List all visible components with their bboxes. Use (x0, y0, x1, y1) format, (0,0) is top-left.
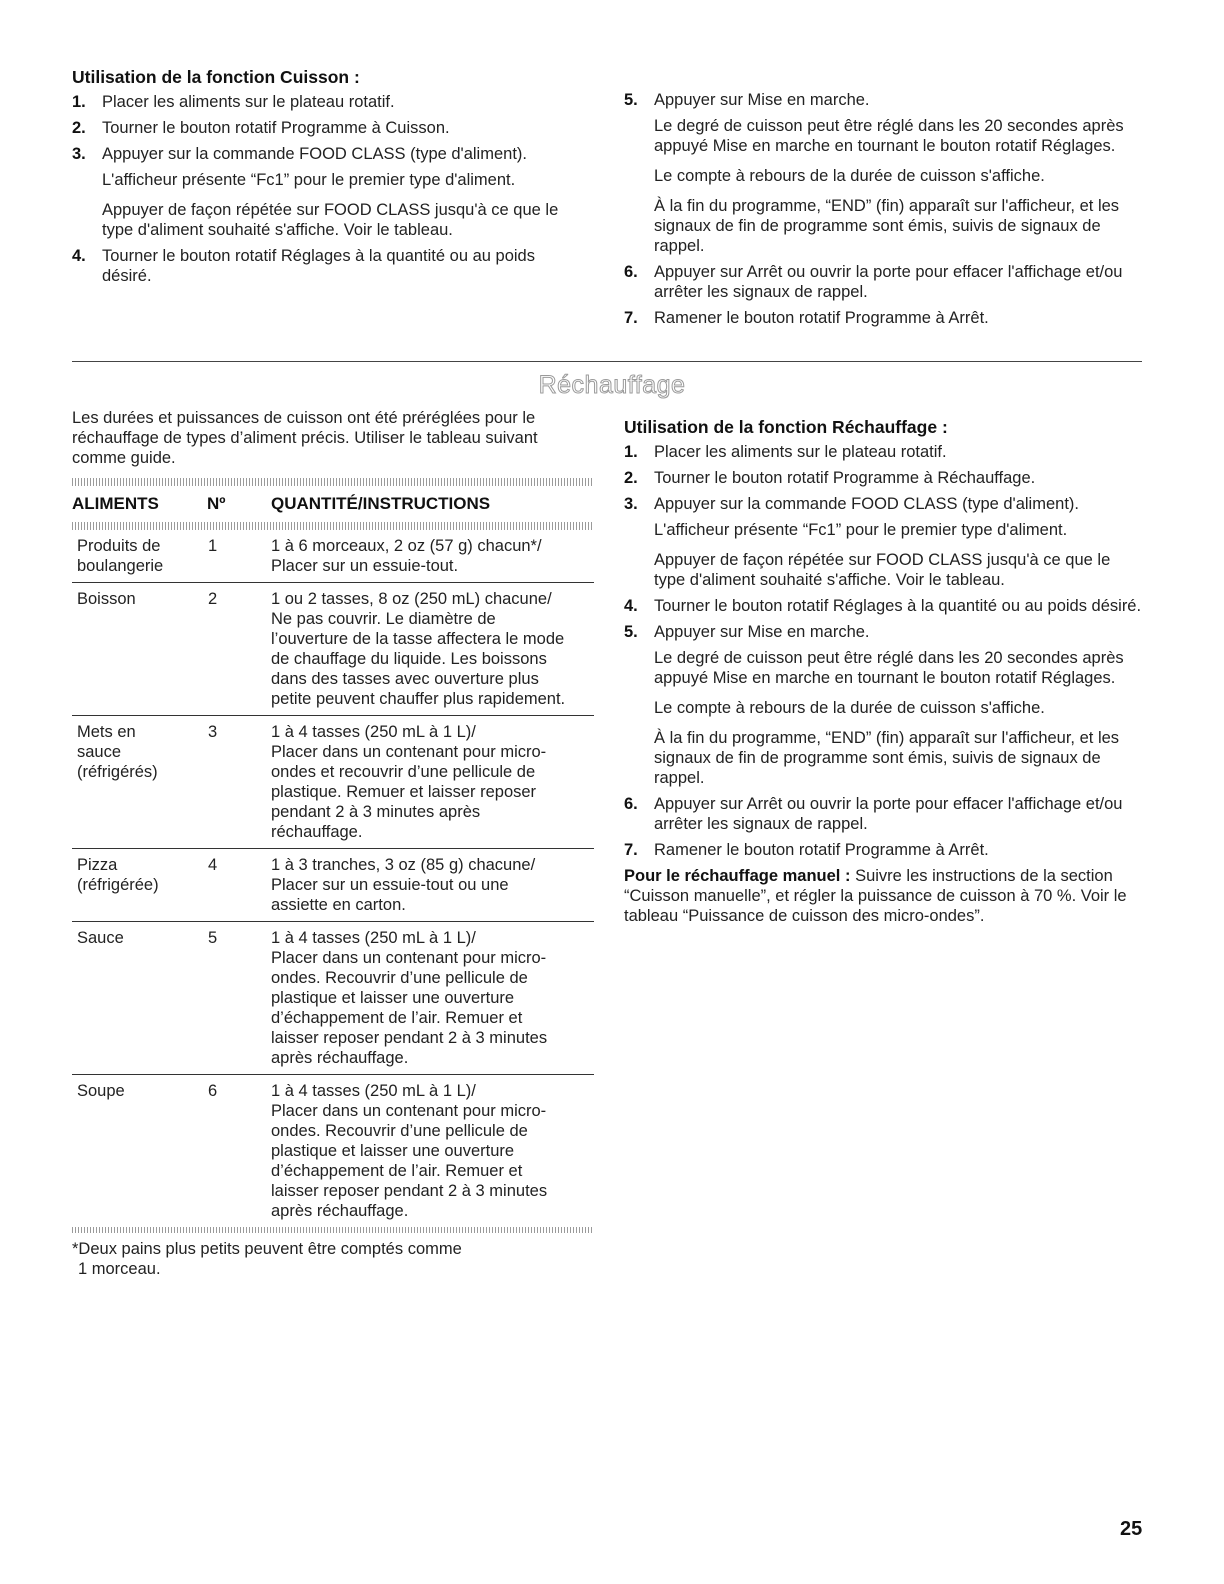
cell-food-line: Soupe (77, 1082, 125, 1100)
step-text: Placer les aliments sur le plateau rotatif. (102, 93, 395, 111)
cooking-steps-list-continued (624, 90, 1144, 328)
footnote-line: 1 morceau. (78, 1260, 161, 1278)
step-number: 2. (624, 469, 638, 487)
cell-instructions-line: laisser reposer pendant 2 à 3 minutes (271, 1029, 548, 1047)
cell-instructions-line: Placer dans un contenant pour micro- (271, 949, 547, 967)
cell-food-line: (réfrigérée) (77, 876, 159, 894)
reheat-step-3 (624, 494, 1144, 590)
table-row (72, 716, 594, 849)
header-aliments: ALIMENTS (72, 494, 159, 513)
step-text: Appuyer sur Mise en marche. (654, 623, 870, 641)
cell-food (72, 530, 207, 583)
cell-instructions-line: assiette en carton. (271, 896, 406, 914)
cell-food-line: Mets en (77, 723, 136, 741)
cell-food-line: Pizza (77, 856, 118, 874)
cell-instructions-line: plastique et laisser une ouverture (271, 1142, 515, 1160)
step-note: L'afficheur présente “Fc1” pour le premier type d'aliment. (654, 521, 1068, 539)
reheat-table-section (72, 408, 594, 1279)
section-divider (72, 361, 1142, 362)
step-number: 7. (624, 841, 638, 859)
cell-food-line: boulangerie (77, 557, 164, 575)
cell-food (72, 922, 207, 1075)
cooking-step-2 (72, 118, 584, 138)
cell-food (72, 583, 207, 716)
cell-food-line: Boisson (77, 590, 136, 608)
cooking-step-1 (72, 92, 584, 112)
step-number: 1. (72, 93, 86, 111)
step-number: 5. (624, 623, 638, 641)
step-number: 1. (624, 443, 638, 461)
footnote-line: *Deux pains plus petits peuvent être comptés comme (72, 1240, 462, 1258)
step-text: Appuyer sur Arrêt ou ouvrir la porte pour effacer l'affichage et/ou arrêter les signaux de rappel. (654, 263, 1123, 301)
table-body (72, 530, 594, 1227)
cell-instructions-line: ondes. Recouvrir d’une pellicule de (271, 1122, 528, 1140)
reheat-step-2 (624, 468, 1144, 488)
step-number: 6. (624, 795, 638, 813)
reheat-steps-list (624, 442, 1144, 860)
step-text: Appuyer sur la commande FOOD CLASS (type d'aliment). (654, 495, 1079, 513)
cell-instructions (271, 849, 594, 922)
step-text: Tourner le bouton rotatif Réglages à la quantité ou au poids désiré. (102, 247, 535, 285)
cell-instructions (271, 530, 594, 583)
cell-instructions-line: 1 à 6 morceaux, 2 oz (57 g) chacun*/ (271, 537, 542, 555)
step-number: 3. (624, 495, 638, 513)
manual-reheat-label: Pour le réchauffage manuel : (624, 867, 851, 885)
cell-instructions (271, 583, 594, 716)
manual-reheat-text: Suivre les instructions de la section “Cuisson manuelle”, et régler la puissance de cuisson à 70 %. Voir le tableau “Puissance de cuisson des micro-ondes”. (624, 867, 1127, 925)
step-number: 4. (72, 247, 86, 265)
step-text: Placer les aliments sur le plateau rotatif. (654, 443, 947, 461)
cooking-title: Utilisation de la fonction Cuisson : (72, 67, 360, 87)
cell-instructions-line: de chauffage du liquide. Les boissons (271, 650, 547, 668)
step-number: 3. (72, 145, 86, 163)
reheat-intro: Les durées et puissances de cuisson ont été préréglées pour le réchauffage de types d’aliment précis. Utiliser le tableau suivant comme guide. (72, 409, 538, 467)
step-note: Appuyer de façon répétée sur FOOD CLASS jusqu'à ce que le type d'aliment souhaité s'affiche. Voir le tableau. (102, 201, 559, 239)
cell-instructions-line: d’échappement de l’air. Remuer et (271, 1009, 523, 1027)
header-instructions: QUANTITÉ/INSTRUCTIONS (271, 494, 491, 513)
reheat-step-7 (624, 840, 1144, 860)
table-row (72, 530, 594, 583)
cell-instructions-line: 1 à 4 tasses (250 mL à 1 L)/ (271, 1082, 476, 1100)
table-row (72, 583, 594, 716)
cell-number: 5 (207, 922, 271, 1075)
table-row (72, 922, 594, 1075)
table-footnote (72, 1239, 594, 1279)
cell-instructions-line: laisser reposer pendant 2 à 3 minutes (271, 1182, 548, 1200)
cell-instructions-line: petite peuvent chauffer plus rapidement. (271, 690, 566, 708)
manual-reheat-note (624, 866, 1144, 926)
cell-instructions-line: l’ouverture de la tasse affectera le mode (271, 630, 565, 648)
step-text: Tourner le bouton rotatif Programme à Réchauffage. (654, 469, 1036, 487)
table-bottom-border (72, 1227, 594, 1233)
cooking-section (72, 66, 584, 292)
reheat-section (624, 416, 1144, 926)
cooking-section-continued (624, 90, 1144, 334)
step-number: 4. (624, 597, 638, 615)
step-note: À la fin du programme, “END” (fin) apparaît sur l'afficheur, et les signaux de fin de programme sont émis, suivis de signaux de rappel. (654, 197, 1120, 255)
table-header-row (72, 486, 594, 522)
reheat-step-5 (624, 622, 1144, 788)
cell-number: 6 (208, 1082, 218, 1100)
cell-instructions-line: pendant 2 à 3 minutes après (271, 803, 481, 821)
step-note: Le degré de cuisson peut être réglé dans les 20 secondes après appuyé Mise en marche en tournant le bouton rotatif Réglages. (654, 117, 1124, 155)
reheat-step-1 (624, 442, 1144, 462)
cell-instructions-line: Placer sur un essuie-tout ou une (271, 876, 509, 894)
table-header-border (72, 522, 594, 530)
cell-number: 4 (207, 849, 271, 922)
cell-instructions-line: Placer sur un essuie-tout. (271, 557, 459, 575)
cell-food-line: Produits de (77, 537, 161, 555)
cooking-step-3 (72, 144, 584, 240)
step-note: Le degré de cuisson peut être réglé dans les 20 secondes après appuyé Mise en marche en tournant le bouton rotatif Réglages. (654, 649, 1124, 687)
cell-instructions (271, 922, 594, 1075)
step-number: 2. (72, 119, 86, 137)
step-text: Tourner le bouton rotatif Programme à Cuisson. (102, 119, 450, 137)
cell-instructions-line: après réchauffage. (271, 1202, 409, 1220)
cooking-step-7 (624, 308, 1144, 328)
step-note: Le compte à rebours de la durée de cuisson s'affiche. (654, 699, 1045, 717)
reheat-table (72, 486, 594, 1227)
cell-instructions (271, 716, 594, 849)
cell-instructions-line: dans des tasses avec ouverture plus (271, 670, 539, 688)
step-note: Le compte à rebours de la durée de cuisson s'affiche. (654, 167, 1045, 185)
step-text: Tourner le bouton rotatif Réglages à la quantité ou au poids désiré. (654, 597, 1142, 615)
step-text: Appuyer sur la commande FOOD CLASS (type d'aliment). (102, 145, 527, 163)
cell-instructions-line: ondes et recouvrir d’une pellicule de (271, 763, 536, 781)
cell-instructions-line: 1 ou 2 tasses, 8 oz (250 mL) chacune/ (271, 590, 552, 608)
reheat-title: Utilisation de la fonction Réchauffage : (624, 417, 948, 437)
cooking-step-6 (624, 262, 1144, 302)
cell-instructions-line: après réchauffage. (271, 1049, 409, 1067)
step-number: 5. (624, 91, 638, 109)
step-number: 6. (624, 263, 638, 281)
cell-instructions-line: Placer dans un contenant pour micro- (271, 743, 547, 761)
cell-number: 2 (207, 583, 271, 716)
header-number: Nº (207, 494, 226, 513)
cell-instructions-line: d’échappement de l’air. Remuer et (271, 1162, 523, 1180)
step-text: Appuyer sur Mise en marche. (654, 91, 870, 109)
table-row (72, 1075, 594, 1228)
reheat-step-6 (624, 794, 1144, 834)
cell-food (72, 1075, 207, 1228)
cooking-steps-list (72, 92, 584, 286)
step-note: Appuyer de façon répétée sur FOOD CLASS jusqu'à ce que le type d'aliment souhaité s'affiche. Voir le tableau. (654, 551, 1111, 589)
cell-instructions-line: plastique et laisser une ouverture (271, 989, 515, 1007)
cell-instructions-line: plastique. Remuer et laisser reposer (271, 783, 537, 801)
step-number: 7. (624, 309, 638, 327)
cell-food (72, 849, 207, 922)
cell-instructions-line: 1 à 4 tasses (250 mL à 1 L)/ (271, 929, 476, 947)
cell-food-line: Sauce (77, 929, 124, 947)
cell-instructions-line: ondes. Recouvrir d’une pellicule de (271, 969, 528, 987)
cell-food-line: sauce (77, 743, 122, 761)
step-text: Ramener le bouton rotatif Programme à Arrêt. (654, 309, 989, 327)
step-note: À la fin du programme, “END” (fin) apparaît sur l'afficheur, et les signaux de fin de programme sont émis, suivis de signaux de rappel. (654, 729, 1120, 787)
cell-food (72, 716, 207, 849)
cell-instructions-line: Placer dans un contenant pour micro- (271, 1102, 547, 1120)
step-note: L'afficheur présente “Fc1” pour le premier type d'aliment. (102, 171, 516, 189)
cell-instructions-line: Ne pas couvrir. Le diamètre de (271, 610, 496, 628)
section-title: Réchauffage (538, 371, 686, 399)
cell-instructions (271, 1075, 594, 1228)
cooking-step-5 (624, 90, 1144, 256)
step-text: Ramener le bouton rotatif Programme à Arrêt. (654, 841, 989, 859)
cell-instructions-line: 1 à 3 tranches, 3 oz (85 g) chacune/ (271, 856, 536, 874)
table-row (72, 849, 594, 922)
table-top-border (72, 478, 594, 486)
cell-instructions-line: 1 à 4 tasses (250 mL à 1 L)/ (271, 723, 476, 741)
cell-number: 3 (207, 716, 271, 849)
page-number: 25 (1120, 1518, 1143, 1540)
cell-food-line: (réfrigérés) (77, 763, 158, 781)
cooking-step-4 (72, 246, 584, 286)
reheat-step-4 (624, 596, 1144, 616)
cell-instructions-line: réchauffage. (271, 823, 363, 841)
step-text: Appuyer sur Arrêt ou ouvrir la porte pour effacer l'affichage et/ou arrêter les signaux de rappel. (654, 795, 1123, 833)
cell-number: 1 (207, 530, 271, 583)
